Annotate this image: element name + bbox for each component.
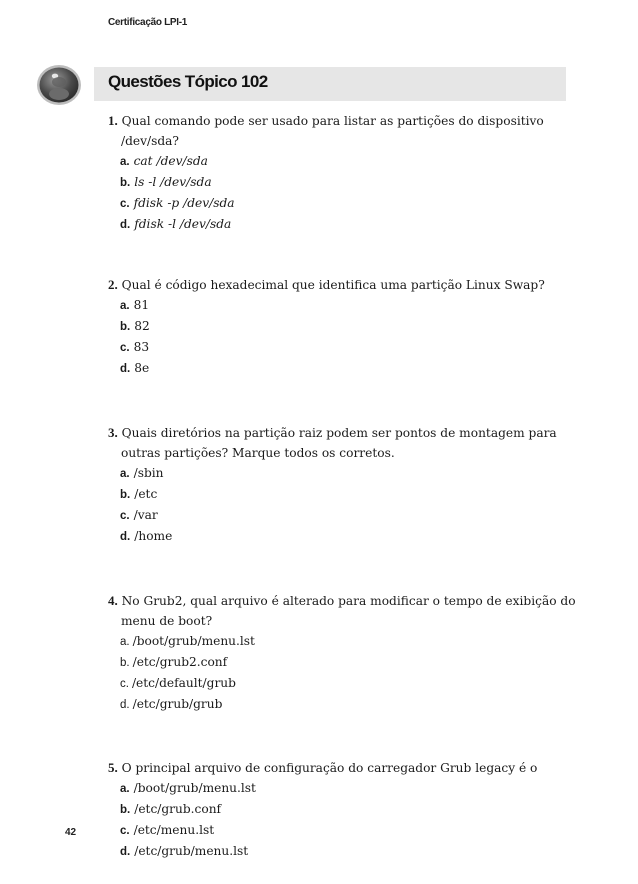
option-b: b. ls -l /dev/sda [120, 175, 212, 189]
question-number: 4. [108, 593, 118, 608]
question-text: Qual é código hexadecimal que identifica uma partição Linux Swap? [121, 278, 545, 292]
option-a: a. 81 [120, 298, 150, 312]
section-title: Questões Tópico 102 [108, 72, 268, 91]
question-2 [108, 275, 594, 379]
questions-list [108, 111, 594, 862]
question-number: 2. [108, 277, 118, 292]
linux-tux-logo-icon [32, 63, 86, 107]
option-b: b. 82 [120, 319, 150, 333]
option-a: a. /boot/grub/menu.lst [120, 781, 256, 795]
option-b: b. /etc/grub2.conf [120, 655, 228, 669]
option-b: b. /etc/grub.conf [120, 802, 222, 816]
question-1 [108, 111, 594, 235]
question-5 [108, 758, 594, 862]
page-number: 42 [65, 827, 77, 838]
question-number: 1. [108, 113, 118, 128]
option-c: c. 83 [120, 340, 150, 354]
option-d: d. /etc/grub/menu.lst [120, 844, 249, 858]
question-4 [108, 591, 594, 715]
question-text: Quais diretórios na partição raiz podem ser pontos de montagem para outras partições? Marque todos os corretos. [121, 426, 557, 460]
question-text: No Grub2, qual arquivo é alterado para modificar o tempo de exibição do menu de boot? [121, 594, 576, 628]
option-d: d. 8e [120, 361, 150, 375]
question-number: 5. [108, 760, 118, 775]
option-d: d. /etc/grub/grub [120, 697, 223, 711]
option-c: c. /var [120, 508, 158, 522]
option-a: a. /boot/grub/menu.lst [120, 634, 255, 648]
option-c: c. fdisk -p /dev/sda [120, 196, 235, 210]
option-c: c. /etc/default/grub [120, 676, 236, 690]
option-d: d. /home [120, 529, 173, 543]
option-a: a. cat /dev/sda [120, 154, 208, 168]
running-head: Certificação LPI-1 [108, 17, 188, 28]
question-number: 3. [108, 425, 118, 440]
option-d: d. fdisk -l /dev/sda [120, 217, 232, 231]
question-text: Qual comando pode ser usado para listar as partições do dispositivo /dev/sda? [121, 114, 544, 148]
question-3 [108, 423, 594, 547]
section-banner [94, 67, 566, 101]
option-a: a. /sbin [120, 466, 164, 480]
option-c: c. /etc/menu.lst [120, 823, 215, 837]
option-b: b. /etc [120, 487, 158, 501]
question-text: O principal arquivo de configuração do carregador Grub legacy é o [121, 761, 538, 775]
